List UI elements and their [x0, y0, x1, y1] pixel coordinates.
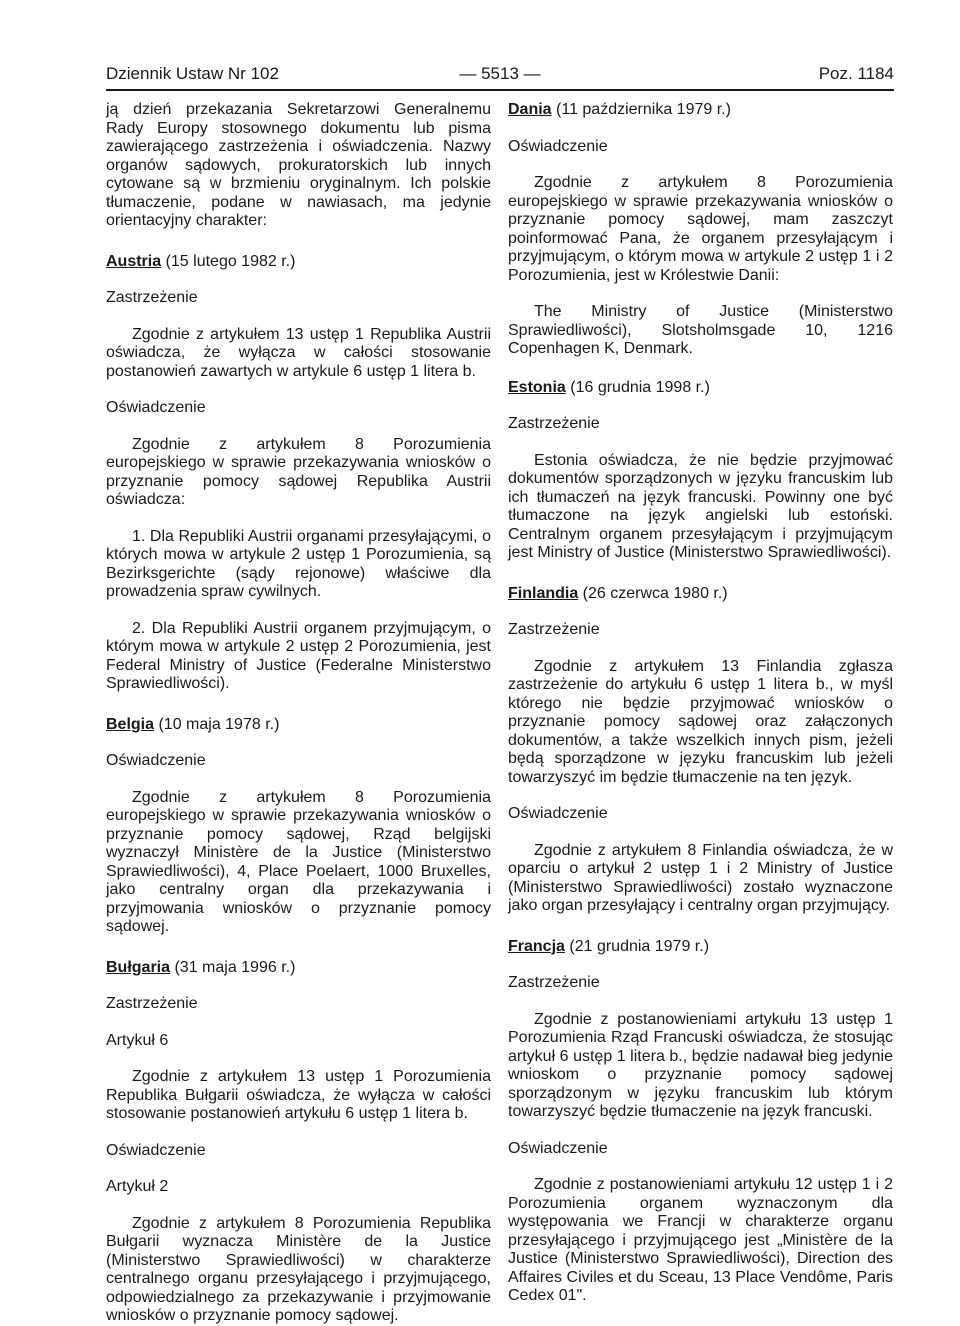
country-name: Finlandia	[508, 584, 579, 602]
country-austria	[106, 253, 491, 272]
country-date: (31 maja 1996 r.)	[170, 958, 296, 976]
country-name: Bułgaria	[106, 958, 171, 976]
reservation-heading: Zastrzeżenie	[106, 289, 198, 306]
declaration-point-1: 1. Dla Republiki Austrii organami przesyłającymi, o których mowa w artykule 2 ustęp 1 Porozumienia, są Bezirksgerichte (sądy rejonowe) właściwe dla prowadzenia spraw cywilnych.	[106, 527, 491, 600]
page-number: — 5513 —	[459, 64, 541, 83]
reservation-text: Estonia oświadcza, że nie będzie przyjmować dokumentów sporządzonych w języku francuskim lub ich tłumaczeń na język francuski. Powinny one być tłumaczone na język angielski lub estoński. Centralnym organem przesyłającym i przyjmującym jest Ministry of Justice (Ministerstwo Sprawiedliwości).	[508, 451, 893, 561]
left-column	[106, 101, 491, 1326]
country-francja	[508, 938, 893, 957]
declaration-text: Zgodnie z artykułem 8 Porozumienia europejskiego w sprawie przekazywania wniosków o przyznanie pomocy sądowej, mam zaszczyt poinformować Pana, że organem przesyłającym i przyjmującym, o którym mowa w artykule 2 ustęp 1 i 2 Porozumienia, jest w Królestwie Danii:	[508, 174, 893, 284]
article-text: Zgodnie z artykułem 8 Porozumienia Republika Bułgarii wyznacza Ministère de la Justice (Ministerstwo Sprawiedliwości) w charakterze centralnego organu przesyłającego i przyjmującego, odpowiedzialnego za przekazywanie i przyjmowanie wniosków o przyznanie pomocy sądowej.	[106, 1214, 491, 1324]
declaration-point-2: 2. Dla Republiki Austrii organem przyjmującym, o którym mowa w artykule 2 ustęp 2 Porozumienia, jest Federal Ministry of Justice (Federalne Ministerstwo Sprawiedliwości).	[106, 619, 491, 692]
declaration-heading: Oświadczenie	[508, 805, 608, 822]
reservation-text: Zgodnie z artykułem 13 Finlandia zgłasza zastrzeżenie do artykułu 6 ustęp 1 litera b., w myśl którego nie będzie przyjmować wniosków o przyznanie pomocy sądowej oraz załączonych dokumentów, a także wszelkich innych pism, jeżeli będą sporządzone w języku francuskim lub jeżeli towarzyszyć im będzie tłumaczenie na ten język.	[508, 657, 893, 786]
article-text: Zgodnie z artykułem 13 ustęp 1 Porozumienia Republika Bułgarii oświadcza, że wyłącza w całości stosowanie postanowień artykułu 6 ustęp 1 litera b.	[106, 1068, 491, 1122]
declaration-text: Zgodnie z artykułem 8 Porozumienia europejskiego w sprawie przekazywania wniosków o przyznanie pomocy sądowej Republika Austrii oświadcza:	[106, 435, 491, 508]
country-date: (16 grudnia 1998 r.)	[565, 378, 710, 396]
reservation-heading: Zastrzeżenie	[508, 415, 600, 432]
intro-paragraph: ją dzień przekazania Sekretarzowi Generalnemu Rady Europy stosownego dokumentu lub pisma zawierającego zastrzeżenia i oświadczenia. Nazwy organów sądowych, prokuratorskich lub innych cytowane są w brzmieniu oryginalnym. Ich polskie tłumaczenie, podane w nawiasach, ma jedynie orientacyjny charakter:	[106, 101, 491, 229]
reservation-heading: Zastrzeżenie	[106, 995, 198, 1012]
declaration-address: The Ministry of Justice (Ministerstwo Sprawiedliwości), Slotsholmsgade 10, 1216 Copenhagen K, Denmark.	[508, 303, 893, 357]
declaration-heading: Oświadczenie	[106, 399, 206, 416]
reservation-text: Zgodnie z postanowieniami artykułu 13 ustęp 1 Porozumienia Rząd Francuski oświadcza, że stosując artykuł 6 ustęp 1 litera b., będzie nadawał bieg jedynie wnioskom o przyznanie pomocy sądowej sporządzonym w języku francuskim lub którym towarzyszyć będzie tłumaczenie na język francuski.	[508, 1010, 893, 1120]
declaration-heading: Oświadczenie	[508, 137, 608, 155]
journal-title: Dziennik Ustaw Nr 102	[106, 64, 279, 83]
country-date: (10 maja 1978 r.)	[154, 715, 280, 733]
page-header	[106, 63, 894, 91]
declaration-text: Zgodnie z artykułem 8 Porozumienia europejskiego w sprawie przekazywania wniosków o przyznanie pomocy sądowej, Rząd belgijski wyznaczył Ministère de la Justice (Ministerstwo Sprawiedliwości), 4, Place Poelaert, 1000 Bruxelles, jako centralny organ dla przekazywania i przyjmowania wniosków o przyznanie pomocy sądowej.	[106, 788, 491, 935]
article-heading: Artykuł 6	[106, 1031, 169, 1049]
country-name: Belgia	[106, 715, 155, 733]
country-estonia	[508, 379, 893, 398]
country-name: Francja	[508, 937, 565, 955]
country-finlandia	[508, 585, 893, 604]
country-dania	[508, 101, 893, 120]
reservation-heading: Zastrzeżenie	[508, 621, 600, 638]
country-belgia	[106, 716, 491, 735]
country-bulgaria	[106, 959, 491, 978]
declaration-text: Zgodnie z postanowieniami artykułu 12 ustęp 1 i 2 Porozumienia organem wyznaczonym dla występowania we Francji w charakterze organu przesyłającego i przyjmującego jest „Ministère de la Justice (Ministerstwo Sprawiedliwości), Direction des Affaires Civiles et du Sceau, 13 Place Vendôme, Paris Cedex 01".	[508, 1176, 893, 1304]
country-date: (11 października 1979 r.)	[551, 101, 731, 118]
position-number: Poz. 1184	[818, 64, 894, 83]
right-column	[508, 101, 893, 1306]
declaration-heading: Oświadczenie	[106, 752, 206, 769]
country-date: (26 czerwca 1980 r.)	[578, 584, 728, 602]
declaration-heading: Oświadczenie	[106, 1141, 206, 1159]
country-name: Estonia	[508, 378, 566, 396]
article-heading: Artykuł 2	[106, 1178, 169, 1195]
reservation-text: Zgodnie z artykułem 13 ustęp 1 Republika Austrii oświadcza, że wyłącza w całości stosowanie postanowień zawartych w artykule 6 ustęp 1 litera b.	[106, 325, 491, 380]
country-date: (21 grudnia 1979 r.)	[564, 937, 710, 955]
country-date: (15 lutego 1982 r.)	[161, 252, 296, 270]
country-name: Austria	[106, 252, 162, 270]
country-name: Dania	[508, 101, 552, 118]
declaration-text: Zgodnie z artykułem 8 Finlandia oświadcza, że w oparciu o artykuł 2 ustęp 1 i 2 Ministry of Justice (Ministerstwo Sprawiedliwości) zostało wyznaczone jako organ przesyłający i centralny organ przyjmujący.	[508, 841, 893, 914]
reservation-heading: Zastrzeżenie	[508, 974, 600, 991]
declaration-heading: Oświadczenie	[508, 1139, 608, 1157]
